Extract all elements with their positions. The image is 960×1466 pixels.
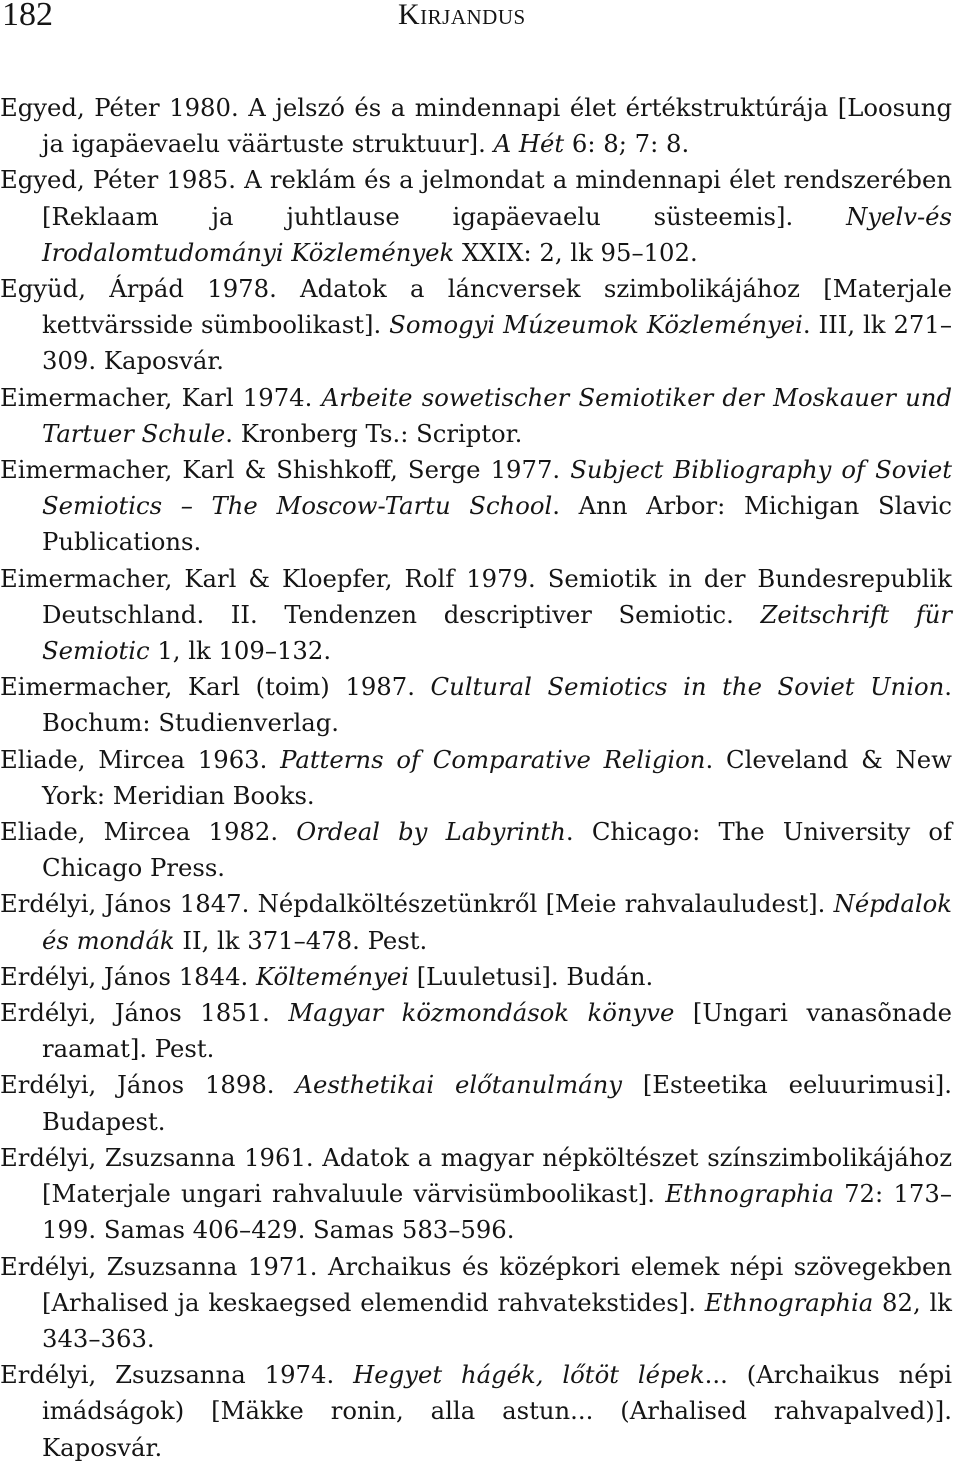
bibliography-entry: Erdélyi, János 1898. Aesthetikai előtanulmány [Esteetika eeluurimusi]. Budapest. xyxy=(0,1070,952,1136)
running-title: Kirjandus xyxy=(398,0,526,31)
bibliography-entry: Erdélyi, János 1844. Költeményei [Luuletusi]. Budán. xyxy=(0,961,654,991)
bibliography-entry: Egyed, Péter 1985. A reklám és a jelmondat a mindennapi élet rendszerében [Reklaam ja juhtlause igapäevaelu süsteemis]. Nyelv-és Irodalomtudományi Közlemények XXIX: 2, lk 95–102. xyxy=(0,165,952,267)
page-header xyxy=(0,0,960,40)
bibliography-list xyxy=(0,90,952,1466)
bibliography-entry: Eimermacher, Karl & Kloepfer, Rolf 1979. Semiotik in der Bundesrepublik Deutschland. II. Tendenzen descriptiver Semiotic. Zeitschrift für Semiotic 1, lk 109–132. xyxy=(0,563,952,666)
bibliography-entry: Egyed, Péter 1980. A jelszó és a mindennapi élet értékstruktúrája [Loosung ja igapäevaelu väärtuste struktuur]. A Hét 6: 8; 7: 8. xyxy=(0,93,952,159)
bibliography-entry: Eliade, Mircea 1963. Patterns of Comparative Religion. Cleveland & New York: Meridian Books. xyxy=(0,744,952,810)
bibliography-entry: Erdélyi, János 1851. Magyar közmondások könyve [Ungari vanasõnade raamat]. Pest. xyxy=(0,998,952,1064)
bibliography-entry: Erdélyi, János 1847. Népdalköltészetünkről [Meie rahvalauludest]. Népdalok és mondák II, lk 371–478. Pest. xyxy=(0,889,952,955)
bibliography-entry: Erdélyi, Zsuzsanna 1961. Adatok a magyar népköltészet színszimbolikájához [Materjale ungari rahvaluule värvisümboolikast]. Ethnographia 72: 173–199. Samas 406–429. Samas 583–596. xyxy=(0,1142,952,1245)
bibliography-entry: Erdélyi, Zsuzsanna 1971. Archaikus és középkori elemek népi szövegekben [Arhalised ja keskaegsed elemendid rahvatekstides]. Ethnographia 82, lk 343–363. xyxy=(0,1251,952,1353)
bibliography-entry: Erdélyi, Zsuzsanna 1974. Hegyet hágék, lőtöt lépek... (Archaikus népi imádságok) [Mäkke ronin, alla astun... (Arhalised rahvapalved)]. Kaposvár. xyxy=(0,1360,952,1462)
page-number: 182 xyxy=(2,0,53,33)
bibliography-entry: Eimermacher, Karl 1974. Arbeite sowetischer Semiotiker der Moskauer und Tartuer Schule. Kronberg Ts.: Scriptor. xyxy=(0,382,952,448)
bibliography-entry: Eimermacher, Karl (toim) 1987. Cultural Semiotics in the Soviet Union. Bochum: Studienverlag. xyxy=(0,672,952,738)
bibliography-entry: Együd, Árpád 1978. Adatok a láncversek szimbolikájához [Materjale kettvärsside sümboolikast]. Somogyi Múzeumok Közleményei. III, lk 271–309. Kaposvár. xyxy=(0,274,952,376)
bibliography-entry: Eimermacher, Karl & Shishkoff, Serge 1977. Subject Bibliography of Soviet Semiotics – The Moscow-Tartu School. Ann Arbor: Michigan Slavic Publications. xyxy=(0,455,952,557)
bibliography-entry: Eliade, Mircea 1982. Ordeal by Labyrinth. Chicago: The University of Chicago Press. xyxy=(0,817,952,883)
